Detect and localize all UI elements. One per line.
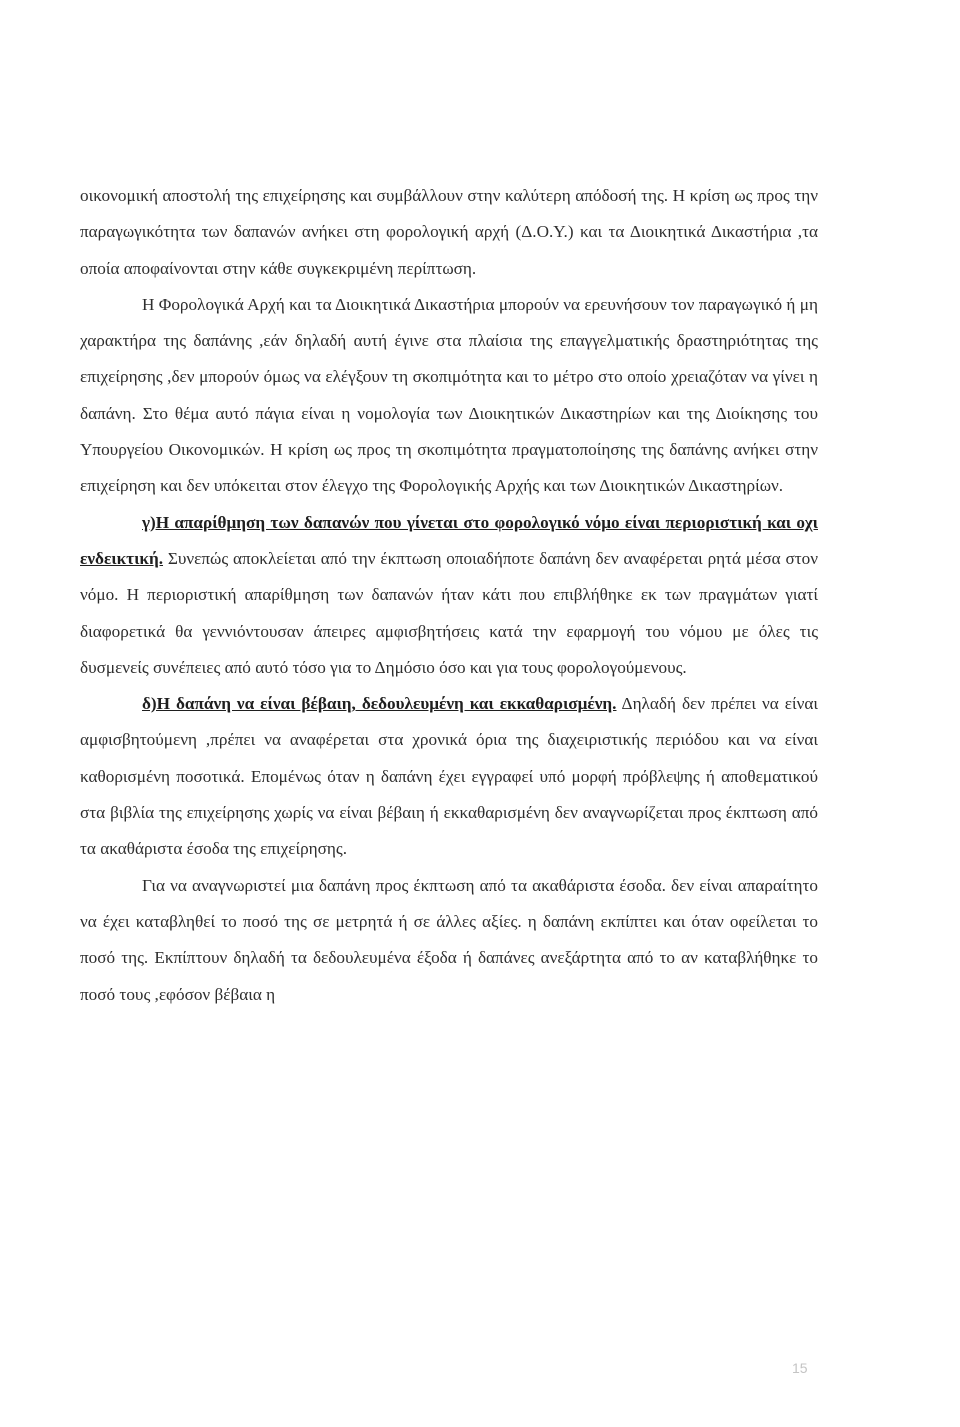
paragraph-text: Δηλαδή δεν πρέπει να είναι αμφισβητούμενη ,πρέπει να αναφέρεται στα χρονικά όρια της διαχειριστικής περιόδου και να είναι καθορισμένη ποσοτικά. Επομένως όταν η δαπάνη έχει εγγραφεί υπό μορφή πρόβλεψης ή αποθεματικού στα βιβλία της επιχείρησης χωρίς να είναι βέβαιη ή εκκαθαρισμένη δεν αναγνωρίζεται προς έκπτωση από τα ακαθάριστα έσοδα της επιχείρησης.	[80, 694, 818, 859]
page-number: 15	[792, 1360, 808, 1376]
paragraph-text: Για να αναγνωριστεί μια δαπάνη προς έκπτωση από τα ακαθάριστα έσοδα. δεν είναι απαραίτητο να έχει καταβληθεί το ποσό της σε μετρητά ή σε άλλες αξίες. η δαπάνη εκπίπτει και όταν οφείλεται το ποσό της. Εκπίπτουν δηλαδή τα δεδουλευμένα έξοδα ή δαπάνες ανεξάρτητα από το αν καταβλήθηκε το ποσό τους ,εφόσον βέβαια η	[80, 875, 818, 1004]
paragraph-text: Η Φορολογικά Αρχή και τα Διοικητικά Δικαστήρια μπορούν να ερευνήσουν τον παραγωγικό ή μη χαρακτήρα της δαπάνης ,εάν δηλαδή αυτή έγινε στα πλαίσια της επαγγελματικής δραστηριότητας της επιχείρησης ,δεν μπορούν όμως να ελέγξουν τη σκοπιμότητα και το μέτρο στο οποίο χρειαζόταν να γίνει η δαπάνη. Στο θέμα αυτό πάγια είναι η νομολογία των Διοικητικών Δικαστηρίων και της Διοίκησης του Υπουργείου Οικονομικών. Η κρίση ως προς τη σκοπιμότητα πραγματοποίησης της δαπάνης ανήκει στην επιχείρηση και δεν υπόκειται στον έλεγχο της Φορολογικής Αρχής και των Διοικητικών Δικαστηρίων.	[80, 294, 818, 496]
paragraph-point-d	[80, 686, 818, 867]
paragraph-deduction	[80, 868, 818, 1013]
paragraph-tax-authority	[80, 287, 818, 505]
paragraph-continuation	[80, 178, 818, 287]
document-page	[80, 178, 818, 1013]
paragraph-point-c	[80, 505, 818, 686]
section-heading-d: δ)Η δαπάνη να είναι βέβαιη, δεδουλευμένη και εκκαθαρισμένη.	[142, 694, 617, 714]
section-heading-c: γ)Η απαρίθμηση των δαπανών που γίνεται στο φορολογικό νόμο είναι περιοριστική και οχι ενδεικτική.	[80, 512, 818, 568]
paragraph-text: οικονομική αποστολή της επιχείρησης και συμβάλλουν στην καλύτερη απόδοσή της. Η κρίση ως προς την παραγωγικότητα των δαπανών ανήκει στη φορολογική αρχή (Δ.Ο.Υ.) και τα Διοικητικά Δικαστήρια ,τα οποία αποφαίνονται στην κάθε συγκεκριμένη περίπτωση.	[80, 186, 818, 278]
paragraph-text: Συνεπώς αποκλείεται από την έκπτωση οποιαδήποτε δαπάνη δεν αναφέρεται ρητά μέσα στον νόμο. Η περιοριστική απαρίθμηση των δαπανών ήταν κάτι που επιβλήθηκε εκ των πραγμάτων γιατί διαφορετικά θα γεννιόντουσαν άπειρες αμφισβητήσεις κατά την εφαρμογή του νόμου με όλες τις δυσμενείς συνέπειες από αυτό τόσο για το Δημόσιο όσο και για τους φορολογούμενους.	[80, 548, 818, 677]
